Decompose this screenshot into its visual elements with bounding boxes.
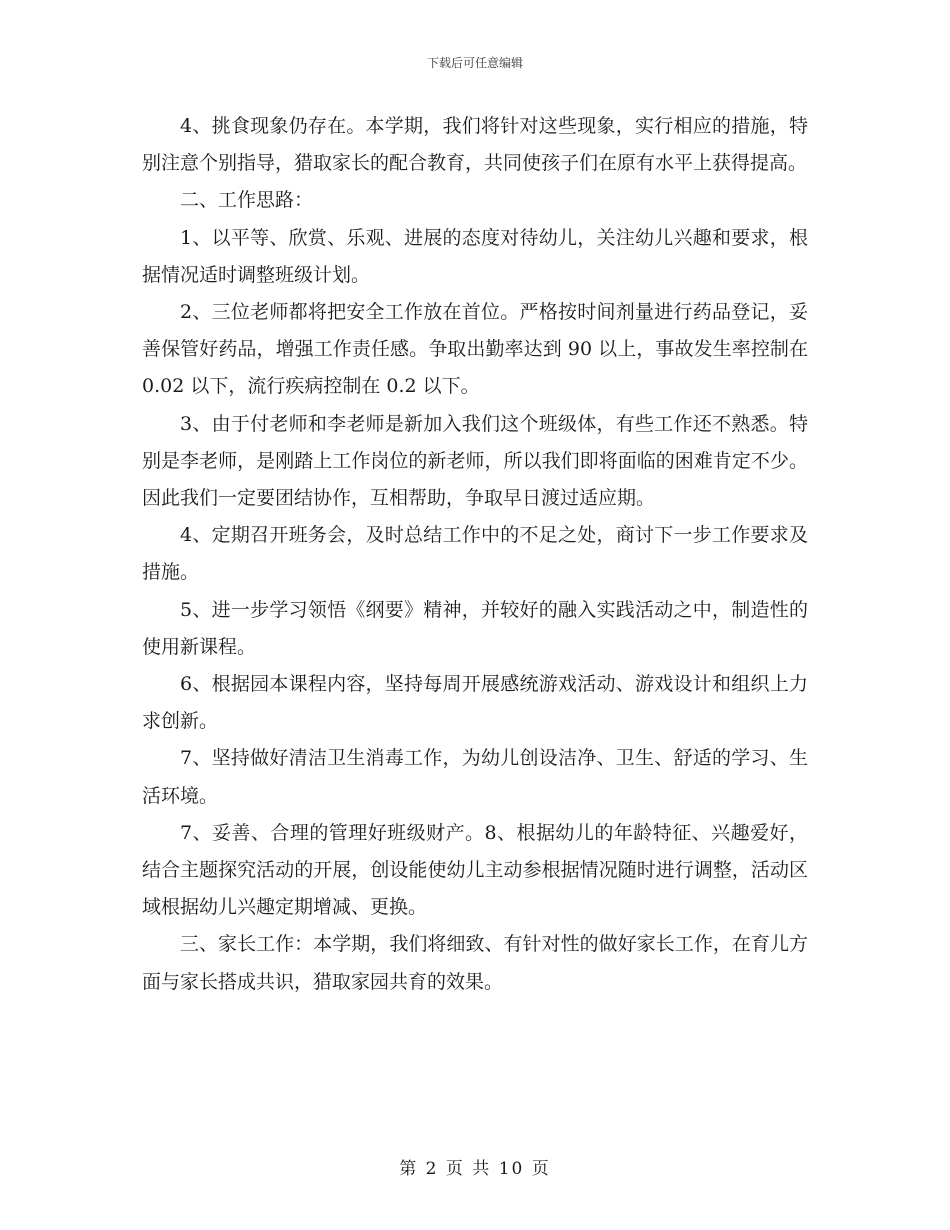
page-header: 下载后可任意编辑 bbox=[426, 56, 523, 70]
page-number-footer: 第 2 页 共 10 页 bbox=[399, 1159, 551, 1179]
paragraph-item-7b: 7、妥善、合理的管理好班级财产。8、根据幼儿的年龄特征、兴趣爱好，结合主题探究活动的开展，创设能使幼儿主动参根据情况随时进行调整，活动区域根据幼儿兴趣定期增减、更换。 bbox=[142, 821, 808, 919]
paragraph-picky-eating: 4、挑食现象仍存在。本学期，我们将针对这些现象，实行相应的措施，特别注意个别指导，猎取家长的配合教育，共同使孩子们在原有水平上获得提高。 bbox=[142, 115, 808, 175]
paragraph-item-3: 3、由于付老师和李老师是新加入我们这个班级体，有些工作还不熟悉。特别是李老师，是刚踏上工作岗位的新老师，所以我们即将面临的困难肯定不少。因此我们一定要团结协作，互相帮助，争取早日渡过适应期。 bbox=[142, 412, 808, 510]
document-body bbox=[142, 108, 808, 1001]
paragraph-item-6: 6、根据园本课程内容，坚持每周开展感统游戏活动、游戏设计和组织上力求创新。 bbox=[142, 673, 808, 733]
paragraph-item-4: 4、定期召开班务会，及时总结工作中的不足之处，商讨下一步工作要求及措施。 bbox=[142, 524, 808, 584]
section-heading-work-ideas: 二、工作思路： bbox=[180, 189, 314, 212]
paragraph-item-1: 1、以平等、欣赏、乐观、进展的态度对待幼儿，关注幼儿兴趣和要求，根据情况适时调整班级计划。 bbox=[142, 226, 808, 286]
paragraph-item-7a: 7、坚持做好清洁卫生消毒工作，为幼儿创设洁净、卫生、舒适的学习、生活环境。 bbox=[142, 747, 808, 807]
paragraph-item-5: 5、进一步学习领悟《纲要》精神，并较好的融入实践活动之中，制造性的使用新课程。 bbox=[142, 598, 808, 658]
section-heading-parent-work: 三、家长工作：本学期，我们将细致、有针对性的做好家长工作，在育儿方面与家长搭成共识，猎取家园共育的效果。 bbox=[142, 933, 808, 993]
paragraph-item-2: 2、三位老师都将把安全工作放在首位。严格按时间剂量进行药品登记，妥善保管好药品，增强工作责任感。争取出勤率达到 90 以上，事故发生率控制在 0.02 以下，流行疾病控制在 0.2 以下。 bbox=[142, 301, 808, 398]
